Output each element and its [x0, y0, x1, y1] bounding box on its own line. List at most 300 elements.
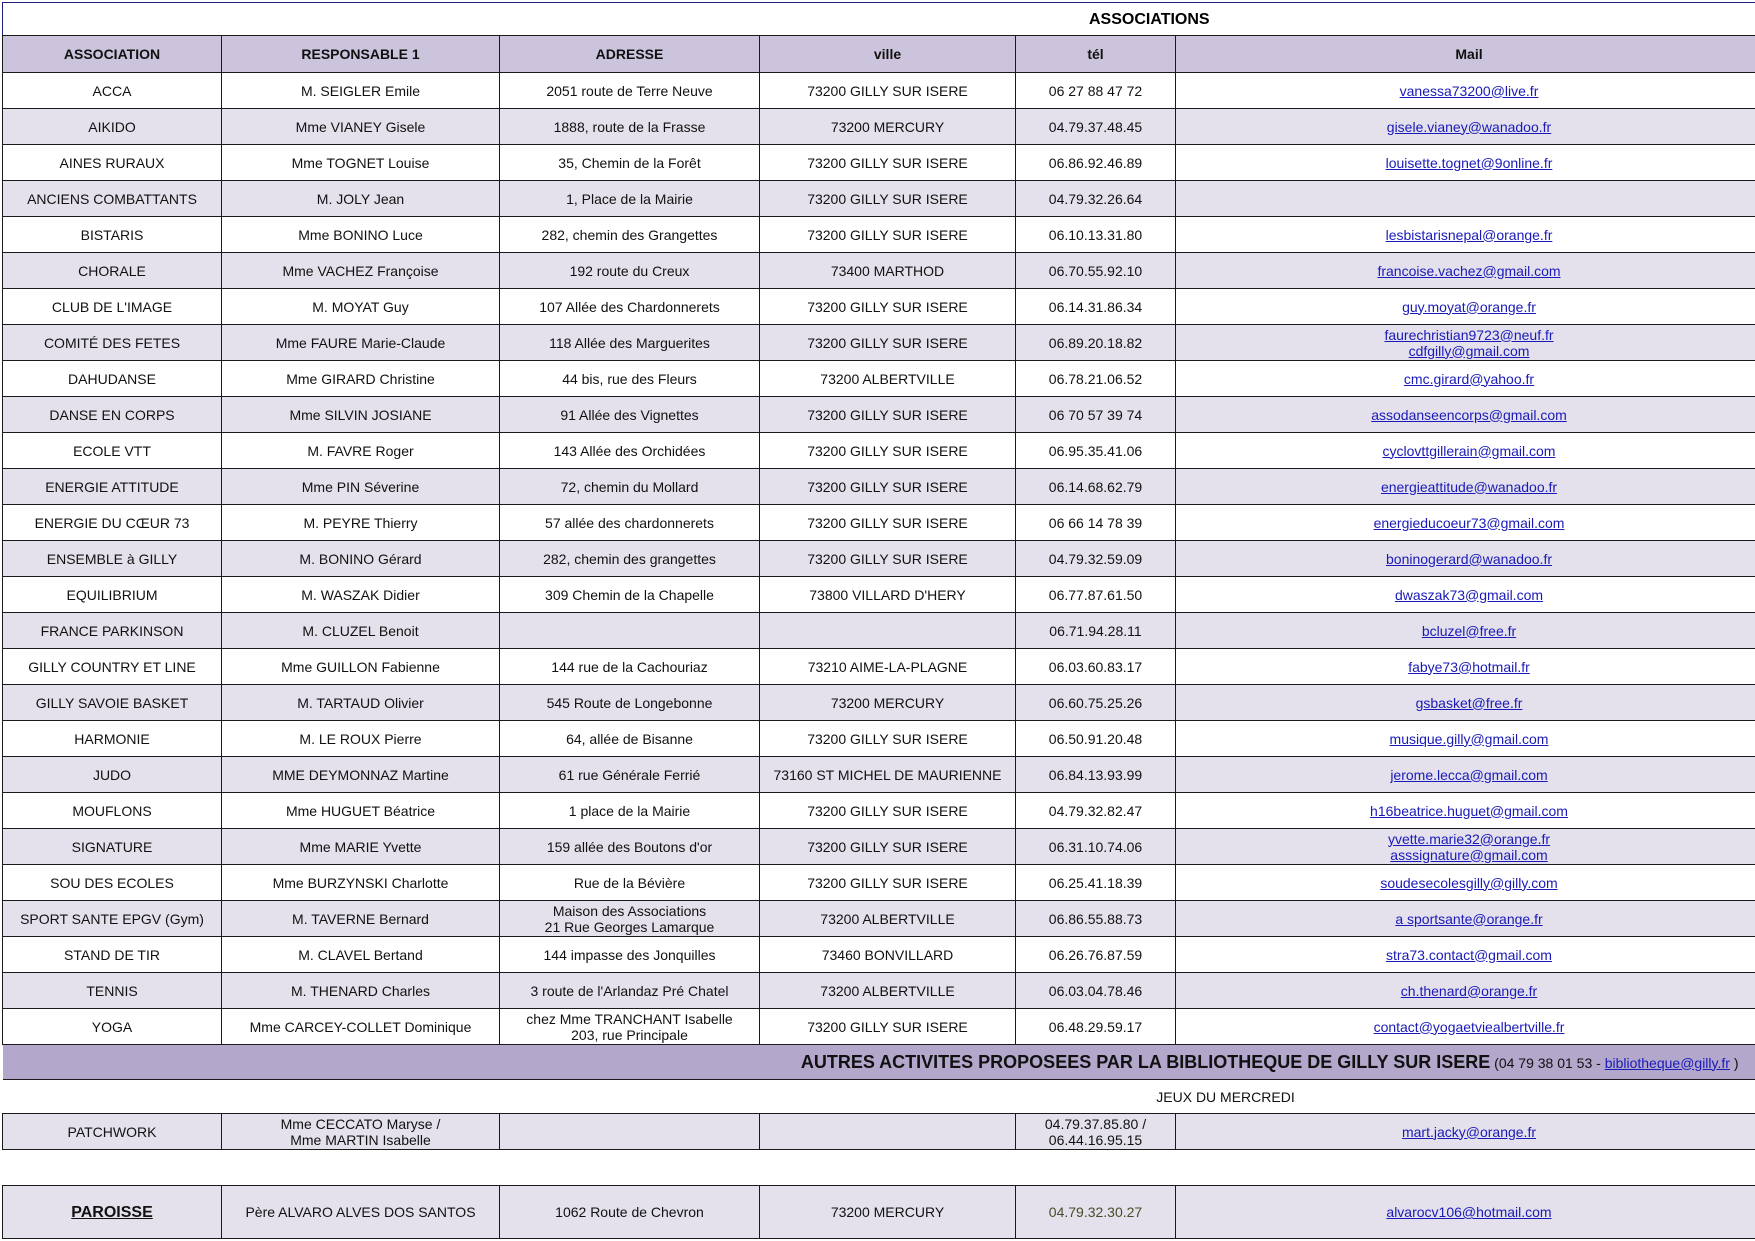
- tel-line-1: 06.03.60.83.17: [1048, 658, 1143, 675]
- cell-adresse: [500, 505, 760, 541]
- cell-mail: [1176, 217, 1755, 253]
- cell-tel: [1016, 541, 1176, 577]
- cell-ville: 73200 GILLY SUR ISERE: [760, 325, 1016, 361]
- tel-line-1: 06.77.87.61.50: [1048, 586, 1143, 603]
- tel-line-1: 06.86.92.46.89: [1048, 154, 1143, 171]
- col-header-responsable: RESPONSABLE 1: [222, 36, 500, 73]
- cell-association: PATCHWORK: [3, 1114, 222, 1150]
- tel-line-1: 06.95.35.41.06: [1048, 442, 1143, 459]
- adresse-line-1: 282, chemin des grangettes: [543, 550, 716, 567]
- cell-mail: [1176, 181, 1755, 217]
- cell-adresse: [500, 865, 760, 901]
- table-row: [3, 325, 1755, 361]
- tel-line-1: 06.10.13.31.80: [1048, 226, 1143, 243]
- cell-ville: 73210 AIME-LA-PLAGNE: [760, 649, 1016, 685]
- cell-tel: [1016, 469, 1176, 505]
- adresse-line-1: 64, allée de Bisanne: [566, 730, 693, 747]
- cell-mail: [1176, 325, 1755, 361]
- cell-association: CLUB DE L'IMAGE: [3, 289, 222, 325]
- table-row: [3, 613, 1755, 649]
- adresse-line-1: 282, chemin des Grangettes: [541, 226, 718, 243]
- cell-mail: [1176, 865, 1755, 901]
- table-row: [3, 937, 1755, 973]
- mail-link-2[interactable]: cdfgilly@gmail.com: [1408, 342, 1530, 359]
- cell-responsable: M. WASZAK Didier: [222, 577, 500, 613]
- autres-band: [3, 1045, 1755, 1080]
- table-row: [3, 829, 1755, 865]
- cell-ville: 73200 GILLY SUR ISERE: [760, 1009, 1016, 1045]
- cell-association: SIGNATURE: [3, 829, 222, 865]
- cell-association: SOU DES ECOLES: [3, 865, 222, 901]
- cell-adresse: [500, 361, 760, 397]
- mail-link[interactable]: vanessa73200@live.fr: [1399, 82, 1539, 99]
- cell-ville: 73200 GILLY SUR ISERE: [760, 829, 1016, 865]
- adresse-line-1: 2051 route de Terre Neuve: [546, 82, 713, 99]
- cell-ville: 73200 GILLY SUR ISERE: [760, 541, 1016, 577]
- cell-tel: [1016, 433, 1176, 469]
- adresse-line-1: 3 route de l'Arlandaz Pré Chatel: [530, 982, 729, 999]
- table-row: [3, 865, 1755, 901]
- table-row: [3, 577, 1755, 613]
- cell-tel: [1016, 361, 1176, 397]
- cell-responsable: M. JOLY Jean: [222, 181, 500, 217]
- cell-tel: [1016, 901, 1176, 937]
- cell-adresse: 1062 Route de Chevron: [500, 1186, 760, 1239]
- cell-responsable: Mme CARCEY-COLLET Dominique: [222, 1009, 500, 1045]
- cell-ville: 73200 MERCURY: [760, 109, 1016, 145]
- cell-tel: [1016, 973, 1176, 1009]
- cell-responsable: [222, 1114, 500, 1150]
- cell-association: ANCIENS COMBATTANTS: [3, 181, 222, 217]
- adresse-line-1: 35, Chemin de la Forêt: [558, 154, 701, 171]
- mail-link[interactable]: francoise.vachez@gmail.com: [1377, 262, 1561, 279]
- cell-mail: [1176, 757, 1755, 793]
- tel-line-1: 06.60.75.25.26: [1048, 694, 1143, 711]
- cell-mail: [1176, 829, 1755, 865]
- jeux-cell: [3, 1080, 1755, 1114]
- cell-ville: 73200 ALBERTVILLE: [760, 361, 1016, 397]
- cell-responsable: Mme FAURE Marie-Claude: [222, 325, 500, 361]
- cell-tel: [1016, 217, 1176, 253]
- mail-link[interactable]: gsbasket@free.fr: [1415, 694, 1523, 711]
- cell-tel: [1016, 865, 1176, 901]
- cell-mail: [1176, 541, 1755, 577]
- cell-association: COMITÉ DES FETES: [3, 325, 222, 361]
- cell-tel: [1016, 793, 1176, 829]
- jeux-label: JEUX DU MERCREDI: [1156, 1088, 1295, 1105]
- jeux-row: [3, 1080, 1755, 1114]
- cell-ville: 73200 ALBERTVILLE: [760, 973, 1016, 1009]
- tel-line-1: 06 70 57 39 74: [1048, 406, 1143, 423]
- cell-adresse: [500, 613, 760, 649]
- cell-mail: [1176, 973, 1755, 1009]
- cell-ville: 73200 GILLY SUR ISERE: [760, 397, 1016, 433]
- adresse-line-1: 91 Allée des Vignettes: [560, 406, 699, 423]
- cell-ville: 73160 ST MICHEL DE MAURIENNE: [760, 757, 1016, 793]
- cell-mail: [1176, 433, 1755, 469]
- mail-link[interactable]: jerome.lecca@gmail.com: [1390, 766, 1548, 783]
- cell-association: ENERGIE ATTITUDE: [3, 469, 222, 505]
- mail-link[interactable]: yvette.marie32@orange.fr: [1387, 830, 1551, 847]
- cell-responsable: M. CLAVEL Bertand: [222, 937, 500, 973]
- autres-suffix: ): [1729, 1054, 1739, 1071]
- table-row: [3, 253, 1755, 289]
- mail-link[interactable]: soudesecolesgilly@gilly.com: [1380, 874, 1558, 891]
- adresse-line-1: Maison des Associations: [552, 902, 707, 919]
- cell-responsable: Mme BURZYNSKI Charlotte: [222, 865, 500, 901]
- cell-tel: [1016, 505, 1176, 541]
- mail-link[interactable]: musique.gilly@gmail.com: [1389, 730, 1549, 747]
- cell-association: EQUILIBRIUM: [3, 577, 222, 613]
- table-row: [3, 505, 1755, 541]
- cell-responsable: M. LE ROUX Pierre: [222, 721, 500, 757]
- table-row: [3, 721, 1755, 757]
- mail-link[interactable]: energieattitude@wanadoo.fr: [1380, 478, 1558, 495]
- cell-association: AIKIDO: [3, 109, 222, 145]
- cell-adresse: [500, 1009, 760, 1045]
- cell-tel: [1016, 289, 1176, 325]
- cell-association: HARMONIE: [3, 721, 222, 757]
- tel-line-1: 06.25.41.18.39: [1048, 874, 1143, 891]
- cell-association: YOGA: [3, 1009, 222, 1045]
- autres-band-row: [3, 1045, 1755, 1080]
- cell-association: MOUFLONS: [3, 793, 222, 829]
- cell-association: ENSEMBLE à GILLY: [3, 541, 222, 577]
- patchwork-row: [3, 1114, 1755, 1150]
- cell-association: GILLY SAVOIE BASKET: [3, 685, 222, 721]
- table-row: [3, 433, 1755, 469]
- associations-table: [2, 35, 1755, 1239]
- cell-responsable: Mme HUGUET Béatrice: [222, 793, 500, 829]
- cell-responsable: Mme GUILLON Fabienne: [222, 649, 500, 685]
- tel-line-1: 06.14.31.86.34: [1048, 298, 1143, 315]
- cell-association: ENERGIE DU CŒUR 73: [3, 505, 222, 541]
- table-row: [3, 289, 1755, 325]
- tel-line-1: 06.86.55.88.73: [1048, 910, 1143, 927]
- adresse-line-1: 107 Allée des Chardonnerets: [539, 298, 720, 315]
- cell-ville: 73200 GILLY SUR ISERE: [760, 505, 1016, 541]
- cell-mail: [1176, 253, 1755, 289]
- tel-line-1: 06.50.91.20.48: [1048, 730, 1143, 747]
- cell-ville: 73200 GILLY SUR ISERE: [760, 289, 1016, 325]
- cell-ville: 73400 MARTHOD: [760, 253, 1016, 289]
- mail-link[interactable]: guy.moyat@orange.fr: [1402, 298, 1536, 315]
- cell-ville: [760, 613, 1016, 649]
- table-row: [3, 73, 1755, 109]
- adresse-line-1: Rue de la Bévière: [573, 874, 686, 891]
- tel-line-1: 06.03.04.78.46: [1048, 982, 1143, 999]
- cell-adresse: [500, 397, 760, 433]
- cell-adresse: [500, 289, 760, 325]
- cell-mail: [1176, 649, 1755, 685]
- cell-tel: [1016, 829, 1176, 865]
- cell-ville: 73200 GILLY SUR ISERE: [760, 469, 1016, 505]
- cell-adresse: [500, 577, 760, 613]
- cell-adresse: [500, 109, 760, 145]
- cell-responsable: M. SEIGLER Emile: [222, 73, 500, 109]
- cell-association: SPORT SANTE EPGV (Gym): [3, 901, 222, 937]
- cell-responsable: Mme GIRARD Christine: [222, 361, 500, 397]
- cell-mail: [1176, 289, 1755, 325]
- page-title: ASSOCIATIONS: [1089, 11, 1210, 28]
- cell-ville: 73200 GILLY SUR ISERE: [760, 217, 1016, 253]
- tel-line-1: 04.79.32.26.64: [1048, 190, 1143, 207]
- mail-link[interactable]: assodanseencorps@gmail.com: [1371, 406, 1567, 423]
- cell-adresse: [500, 901, 760, 937]
- tel-line-2: 06.44.16.95.15: [1048, 1131, 1143, 1148]
- cell-responsable: M. MOYAT Guy: [222, 289, 500, 325]
- table-row: [3, 217, 1755, 253]
- adresse-line-1: 143 Allée des Orchidées: [553, 442, 706, 459]
- cell-mail: [1176, 901, 1755, 937]
- cell-responsable: M. CLUZEL Benoit: [222, 613, 500, 649]
- adresse-line-1: 144 rue de la Cachouriaz: [551, 658, 708, 675]
- cell-tel: [1016, 721, 1176, 757]
- cell-association: FRANCE PARKINSON: [3, 613, 222, 649]
- cell-tel: [1016, 577, 1176, 613]
- cell-responsable: Mme TOGNET Louise: [222, 145, 500, 181]
- tel-line-1: 04.79.37.85.80 /: [1044, 1115, 1147, 1132]
- cell-adresse: [500, 937, 760, 973]
- cell-mail: [1176, 505, 1755, 541]
- responsable-line-2: Mme MARTIN Isabelle: [290, 1131, 431, 1148]
- cell-mail: [1176, 721, 1755, 757]
- table-row: [3, 469, 1755, 505]
- table-row: [3, 109, 1755, 145]
- table-row: [3, 181, 1755, 217]
- cell-mail: [1176, 469, 1755, 505]
- cell-adresse: [500, 757, 760, 793]
- cell-responsable: Père ALVARO ALVES DOS SANTOS: [222, 1186, 500, 1239]
- adresse-line-2: 203, rue Principale: [571, 1026, 688, 1043]
- responsable-line-1: Mme CECCATO Maryse /: [280, 1115, 441, 1132]
- cell-association: AINES RURAUX: [3, 145, 222, 181]
- cell-ville: [760, 1114, 1016, 1150]
- cell-ville: 73200 GILLY SUR ISERE: [760, 721, 1016, 757]
- adresse-line-1: 192 route du Creux: [569, 262, 690, 279]
- cell-tel: [1016, 109, 1176, 145]
- cell-tel: [1016, 613, 1176, 649]
- mail-link[interactable]: cmc.girard@yahoo.fr: [1403, 370, 1535, 387]
- cell-adresse: [500, 793, 760, 829]
- mail-link[interactable]: h16beatrice.huguet@gmail.com: [1370, 802, 1568, 819]
- col-header-adresse: ADRESSE: [500, 36, 760, 73]
- adresse-line-1: 144 impasse des Jonquilles: [543, 946, 716, 963]
- table-row: [3, 1009, 1755, 1045]
- mail-link[interactable]: bcluzel@free.fr: [1421, 622, 1517, 639]
- cell-mail: [1176, 793, 1755, 829]
- cell-tel: 04.79.32.30.27: [1016, 1186, 1176, 1239]
- cell-tel: [1016, 73, 1176, 109]
- cell-ville: 73200 GILLY SUR ISERE: [760, 181, 1016, 217]
- table-row: [3, 541, 1755, 577]
- cell-responsable: Mme VIANEY Gisele: [222, 109, 500, 145]
- mail-link[interactable]: energieducoeur73@gmail.com: [1373, 514, 1565, 531]
- cell-mail: [1176, 109, 1755, 145]
- mail-link[interactable]: ch.thenard@orange.fr: [1400, 982, 1538, 999]
- cell-association: DANSE EN CORPS: [3, 397, 222, 433]
- mail-link[interactable]: faurechristian9723@neuf.fr: [1384, 326, 1554, 343]
- cell-responsable: M. FAVRE Roger: [222, 433, 500, 469]
- table-row: [3, 685, 1755, 721]
- cell-adresse: [500, 145, 760, 181]
- table-row: [3, 793, 1755, 829]
- cell-adresse: [500, 433, 760, 469]
- cell-mail: [1176, 1186, 1755, 1239]
- table-row: [3, 145, 1755, 181]
- table-row: [3, 757, 1755, 793]
- tel-line-1: 06.26.76.87.59: [1048, 946, 1143, 963]
- autres-title: AUTRES ACTIVITES PROPOSEES PAR LA BIBLIOTHEQUE DE GILLY SUR ISERE: [800, 1051, 1491, 1072]
- tel-line-1: 06.84.13.93.99: [1048, 766, 1143, 783]
- adresse-line-2: 21 Rue Georges Lamarque: [544, 918, 715, 935]
- extra-section: [3, 1045, 1755, 1239]
- cell-ville: 73460 BONVILLARD: [760, 937, 1016, 973]
- cell-association: [3, 1186, 222, 1239]
- cell-ville: 73800 VILLARD D'HERY: [760, 577, 1016, 613]
- tel-line-1: 06.89.20.18.82: [1048, 334, 1143, 351]
- mail-link[interactable]: contact@yogaetviealbertville.fr: [1373, 1018, 1565, 1035]
- cell-ville: 73200 GILLY SUR ISERE: [760, 433, 1016, 469]
- adresse-line-1: 545 Route de Longebonne: [546, 694, 713, 711]
- adresse-line-1: 159 allée des Boutons d'or: [546, 838, 713, 855]
- cell-responsable: Mme BONINO Luce: [222, 217, 500, 253]
- cell-mail: [1176, 577, 1755, 613]
- cell-tel: [1016, 145, 1176, 181]
- cell-mail: [1176, 73, 1755, 109]
- cell-adresse: [500, 829, 760, 865]
- cell-mail: [1176, 613, 1755, 649]
- mail-link[interactable]: louisette.tognet@9online.fr: [1385, 154, 1553, 171]
- mail-link[interactable]: gisele.vianey@wanadoo.fr: [1386, 118, 1552, 135]
- autres-email-link[interactable]: bibliotheque@gilly.fr: [1604, 1054, 1730, 1071]
- cell-adresse: [500, 73, 760, 109]
- col-header-association: ASSOCIATION: [3, 36, 222, 73]
- cell-responsable: Mme SILVIN JOSIANE: [222, 397, 500, 433]
- adresse-line-1: chez Mme TRANCHANT Isabelle: [526, 1010, 733, 1027]
- cell-ville: 73200 ALBERTVILLE: [760, 901, 1016, 937]
- cell-association: JUDO: [3, 757, 222, 793]
- tel-line-1: 06.78.21.06.52: [1048, 370, 1143, 387]
- mail-link[interactable]: mart.jacky@orange.fr: [1401, 1123, 1537, 1140]
- tel-line-1: 06.70.55.92.10: [1048, 262, 1143, 279]
- cell-ville: 73200 GILLY SUR ISERE: [760, 793, 1016, 829]
- cell-tel: [1016, 1114, 1176, 1150]
- cell-responsable: Mme MARIE Yvette: [222, 829, 500, 865]
- cell-tel: [1016, 685, 1176, 721]
- cell-adresse: [500, 253, 760, 289]
- cell-responsable: M. TARTAUD Olivier: [222, 685, 500, 721]
- col-header-mail: Mail: [1176, 36, 1755, 73]
- cell-ville: 73200 GILLY SUR ISERE: [760, 865, 1016, 901]
- adresse-line-1: 61 rue Générale Ferrié: [558, 766, 701, 783]
- cell-tel: [1016, 649, 1176, 685]
- cell-adresse: [500, 325, 760, 361]
- cell-mail: [1176, 937, 1755, 973]
- cell-ville: 73200 MERCURY: [760, 685, 1016, 721]
- table-row: [3, 361, 1755, 397]
- adresse-line-1: 1888, route de la Frasse: [553, 118, 706, 135]
- adresse-line-1: 118 Allée des Marguerites: [549, 334, 710, 351]
- cell-ville: 73200 GILLY SUR ISERE: [760, 145, 1016, 181]
- cell-tel: [1016, 181, 1176, 217]
- cell-tel: [1016, 1009, 1176, 1045]
- mail-link[interactable]: dwaszak73@gmail.com: [1394, 586, 1544, 603]
- table-body: [3, 73, 1755, 1045]
- mail-link[interactable]: a sportsante@orange.fr: [1395, 910, 1543, 927]
- cell-association: STAND DE TIR: [3, 937, 222, 973]
- col-header-ville: ville: [760, 36, 1016, 73]
- cell-association: GILLY COUNTRY ET LINE: [3, 649, 222, 685]
- tel-line-1: 06 27 88 47 72: [1048, 82, 1143, 99]
- cell-mail: [1176, 1009, 1755, 1045]
- mail-link-2[interactable]: asssignature@gmail.com: [1390, 846, 1548, 863]
- adresse-line-1: 1, Place de la Mairie: [566, 190, 693, 207]
- cell-responsable: M. TAVERNE Bernard: [222, 901, 500, 937]
- cell-mail: [1176, 685, 1755, 721]
- cell-association: CHORALE: [3, 253, 222, 289]
- col-header-tel: tél: [1016, 36, 1176, 73]
- cell-association: ECOLE VTT: [3, 433, 222, 469]
- mail-link[interactable]: lesbistarisnepal@orange.fr: [1385, 226, 1553, 243]
- tel-line-1: 04.79.37.48.45: [1048, 118, 1143, 135]
- tel-line-1: 06.48.29.59.17: [1048, 1018, 1143, 1035]
- tel-line-1: 04.79.32.82.47: [1048, 802, 1143, 819]
- mail-link[interactable]: cyclovttgillerain@gmail.com: [1382, 442, 1556, 459]
- tel-line-1: 04.79.32.59.09: [1048, 550, 1143, 567]
- cell-ville: 73200 GILLY SUR ISERE: [760, 73, 1016, 109]
- title-row: [2, 2, 1755, 36]
- cell-responsable: Mme VACHEZ Françoise: [222, 253, 500, 289]
- cell-tel: [1016, 253, 1176, 289]
- cell-association: DAHUDANSE: [3, 361, 222, 397]
- autres-phone: (04 79 38 01 53 -: [1490, 1054, 1605, 1071]
- cell-mail: [1176, 397, 1755, 433]
- cell-responsable: M. BONINO Gérard: [222, 541, 500, 577]
- cell-responsable: M. PEYRE Thierry: [222, 505, 500, 541]
- cell-mail: [1176, 145, 1755, 181]
- table-row: [3, 397, 1755, 433]
- cell-responsable: MME DEYMONNAZ Martine: [222, 757, 500, 793]
- mail-link[interactable]: boninogerard@wanadoo.fr: [1386, 550, 1552, 567]
- adresse-line-1: 72, chemin du Mollard: [560, 478, 699, 495]
- mail-link[interactable]: fabye73@hotmail.fr: [1408, 658, 1530, 675]
- table-row: [3, 973, 1755, 1009]
- cell-adresse: [500, 217, 760, 253]
- table-row: [3, 901, 1755, 937]
- header-row: [3, 36, 1755, 73]
- tel-line-1: 06.14.68.62.79: [1048, 478, 1143, 495]
- cell-association: BISTARIS: [3, 217, 222, 253]
- tel-line-1: 06.31.10.74.06: [1048, 838, 1143, 855]
- cell-adresse: [500, 649, 760, 685]
- mail-link[interactable]: stra73.contact@gmail.com: [1386, 946, 1552, 963]
- cell-mail: [1176, 361, 1755, 397]
- cell-tel: [1016, 325, 1176, 361]
- tel-line-1: 06.71.94.28.11: [1049, 622, 1142, 639]
- cell-adresse: [500, 973, 760, 1009]
- cell-adresse: [500, 541, 760, 577]
- cell-adresse: [500, 1114, 760, 1150]
- cell-mail: [1176, 1114, 1755, 1150]
- adresse-line-1: 44 bis, rue des Fleurs: [562, 370, 697, 387]
- blank-row: [3, 1150, 1755, 1186]
- cell-tel: [1016, 397, 1176, 433]
- mail-link[interactable]: alvarocv106@hotmail.com: [1386, 1204, 1552, 1220]
- cell-association: ACCA: [3, 73, 222, 109]
- adresse-line-1: 1 place de la Mairie: [568, 802, 691, 819]
- cell-ville: 73200 MERCURY: [760, 1186, 1016, 1239]
